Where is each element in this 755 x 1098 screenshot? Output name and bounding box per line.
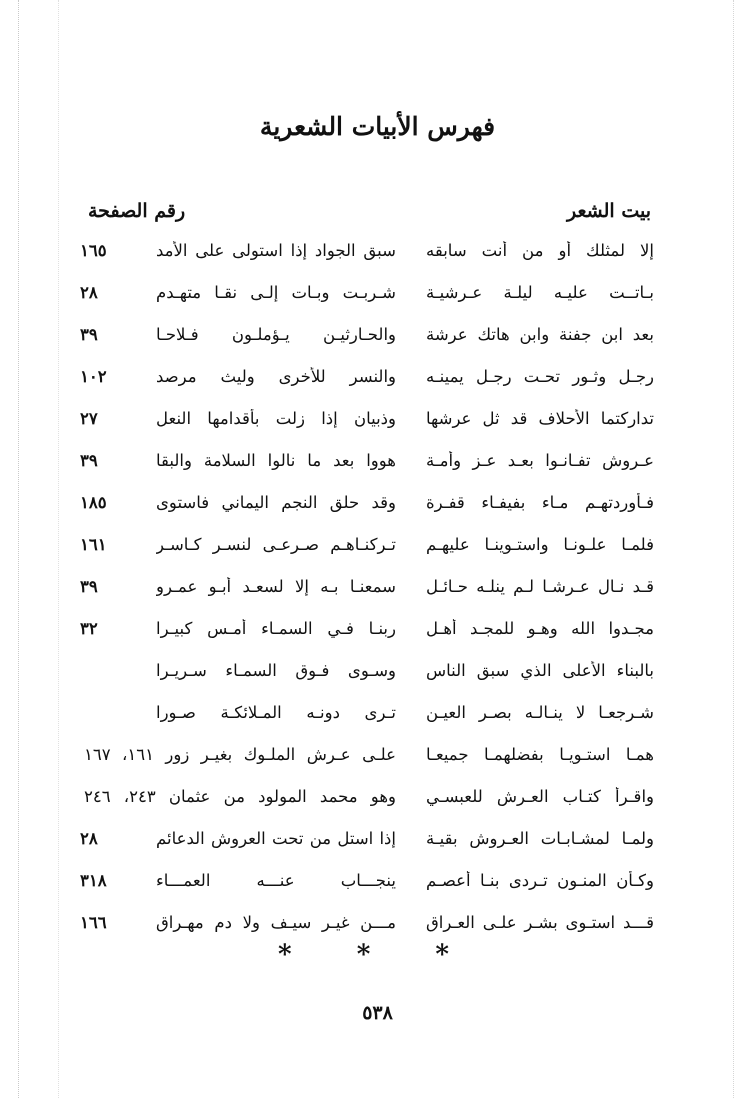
verse-page-number: ٣٩ xyxy=(80,325,98,344)
verse-first-hemistich: واقـرأ كتـاب العـرش للعبسـي xyxy=(426,787,654,806)
verse-row xyxy=(80,235,654,277)
verse-first-hemistich: شـرجعـا لا ينـالـه بصـر العيـن xyxy=(426,703,654,722)
verse-first-hemistich: رجـل وثـور تحـت رجـل يمينـه xyxy=(426,367,654,386)
verse-row xyxy=(80,613,654,655)
verse-first-hemistich: قـد نـال عـرشـا لـم ينلـه حـائـل xyxy=(426,577,654,596)
verse-first-hemistich: قـــد استـوى بشـر علـى العـراق xyxy=(426,913,654,932)
verse-second-hemistich: وقد حلق النجم اليماني فاستوى xyxy=(156,493,396,512)
verse-page-number: ٢٨ xyxy=(80,829,98,848)
verse-page-number: ٣٢ xyxy=(80,619,98,638)
verse-page-number: ١٦٦ xyxy=(80,913,107,932)
verse-first-hemistich: بعد ابن جفنة وابن هاتك عرشة xyxy=(426,325,654,344)
verse-page-number: ٣٩ xyxy=(80,451,98,470)
verse-first-hemistich: فـأوردتهـم مـاء بفيفـاء قفـرة xyxy=(426,493,654,512)
verse-first-hemistich: بـاتــت عليـه ليلـة عـرشيـة xyxy=(426,283,654,302)
verse-row xyxy=(80,739,654,781)
verse-row xyxy=(80,697,654,739)
verse-second-hemistich: ربنـا فـي السمـاء أمـس كبيـرا xyxy=(156,619,396,638)
verse-second-hemistich: تـرى دونـه المـلائكـة صـورا xyxy=(156,703,396,722)
verse-row xyxy=(80,655,654,697)
verse-second-hemistich: تـركنـاهـم صـرعـى لنسـر كـاسـر xyxy=(156,535,396,554)
verse-index-list xyxy=(80,235,654,949)
verse-row xyxy=(80,865,654,907)
section-divider: * * * xyxy=(278,940,477,970)
verse-row xyxy=(80,403,654,445)
verse-second-hemistich: هووا بعد ما نالوا السلامة والبقا xyxy=(156,451,396,470)
verse-row xyxy=(80,361,654,403)
verse-second-hemistich: ينجـــاب عنـــه العمـــاء xyxy=(156,871,396,890)
verse-row xyxy=(80,445,654,487)
verse-second-hemistich: مـــن غيـر سيـف ولا دم مهـراق xyxy=(156,913,396,932)
verse-first-hemistich: تداركتما الأحلاف قد ثل عرشها xyxy=(426,409,654,428)
verse-second-hemistich: وهو محمد المولود من عثمان ٢٤٣، ٢٤٦ xyxy=(84,787,396,806)
page-title: فهرس الأبيات الشعرية xyxy=(259,112,496,141)
verse-row xyxy=(80,487,654,529)
page-column-header: رقم الصفحة xyxy=(88,200,186,222)
verse-first-hemistich: فلمـا علـونـا واستـوينـا عليهـم xyxy=(426,535,654,554)
verse-second-hemistich: وذبيان إذا زلت بأقدامها النعل xyxy=(156,409,396,428)
verse-page-number: ٣٩ xyxy=(80,577,98,596)
verse-second-hemistich: شـربـت وبـات إلـى نقـا متهـدم xyxy=(156,283,396,302)
scan-edge-line xyxy=(58,0,59,1098)
verse-row xyxy=(80,277,654,319)
page-number: ٥٣٨ xyxy=(362,1002,393,1024)
verse-page-number: ٢٧ xyxy=(80,409,98,428)
verse-first-hemistich: إلا لمثلك أو من أنت سابقه xyxy=(426,241,654,260)
verse-first-hemistich: مجـدوا الله وهـو للمجـد أهـل xyxy=(426,619,654,638)
scan-edge-line xyxy=(733,0,734,1098)
verse-page-number: ١٦٥ xyxy=(80,241,107,260)
verse-second-hemistich: وسـوى فـوق السمـاء سـريـرا xyxy=(156,661,396,680)
verse-second-hemistich: والحـارثيـن يـؤملـون فـلاحـا xyxy=(156,325,396,344)
scan-edge-line xyxy=(18,0,19,1098)
verse-first-hemistich: وكـأن المنـون تـردى بنـا أعصـم xyxy=(426,871,654,890)
verse-second-hemistich: والنسر للأخرى وليث مرصد xyxy=(156,367,396,386)
verse-second-hemistich: سمعنـا بـه إلا لسعـد أبـو عمـرو xyxy=(156,577,396,596)
verse-page-number: ١٨٥ xyxy=(80,493,107,512)
verse-row xyxy=(80,823,654,865)
verse-second-hemistich: إذا استل من تحت العروش الدعائم xyxy=(156,829,396,848)
verse-column-header: بيت الشعر xyxy=(567,200,651,222)
verse-first-hemistich: بالبناء الأعلى الذي سبق الناس xyxy=(426,661,654,680)
verse-row xyxy=(80,319,654,361)
verse-page-number: ١٦١ xyxy=(80,535,107,554)
verse-page-number: ٣١٨ xyxy=(80,871,107,890)
verse-row xyxy=(80,781,654,823)
verse-first-hemistich: عـروش تفـانـوا بعـد عـز وأمـة xyxy=(426,451,654,470)
verse-second-hemistich: علـى عـرش الملـوك بغيـر زور ١٦١، ١٦٧ xyxy=(84,745,396,764)
verse-first-hemistich: همـا استـويـا بفضلهمـا جميعـا xyxy=(426,745,654,764)
verse-row xyxy=(80,571,654,613)
verse-page-number: ١٠٢ xyxy=(80,367,107,386)
verse-row xyxy=(80,529,654,571)
verse-page-number: ٢٨ xyxy=(80,283,98,302)
verse-first-hemistich: ولمـا لمشـابـات العـروش بقيـة xyxy=(426,829,654,848)
verse-second-hemistich: سبق الجواد إذا استولى على الأمد xyxy=(156,241,396,260)
